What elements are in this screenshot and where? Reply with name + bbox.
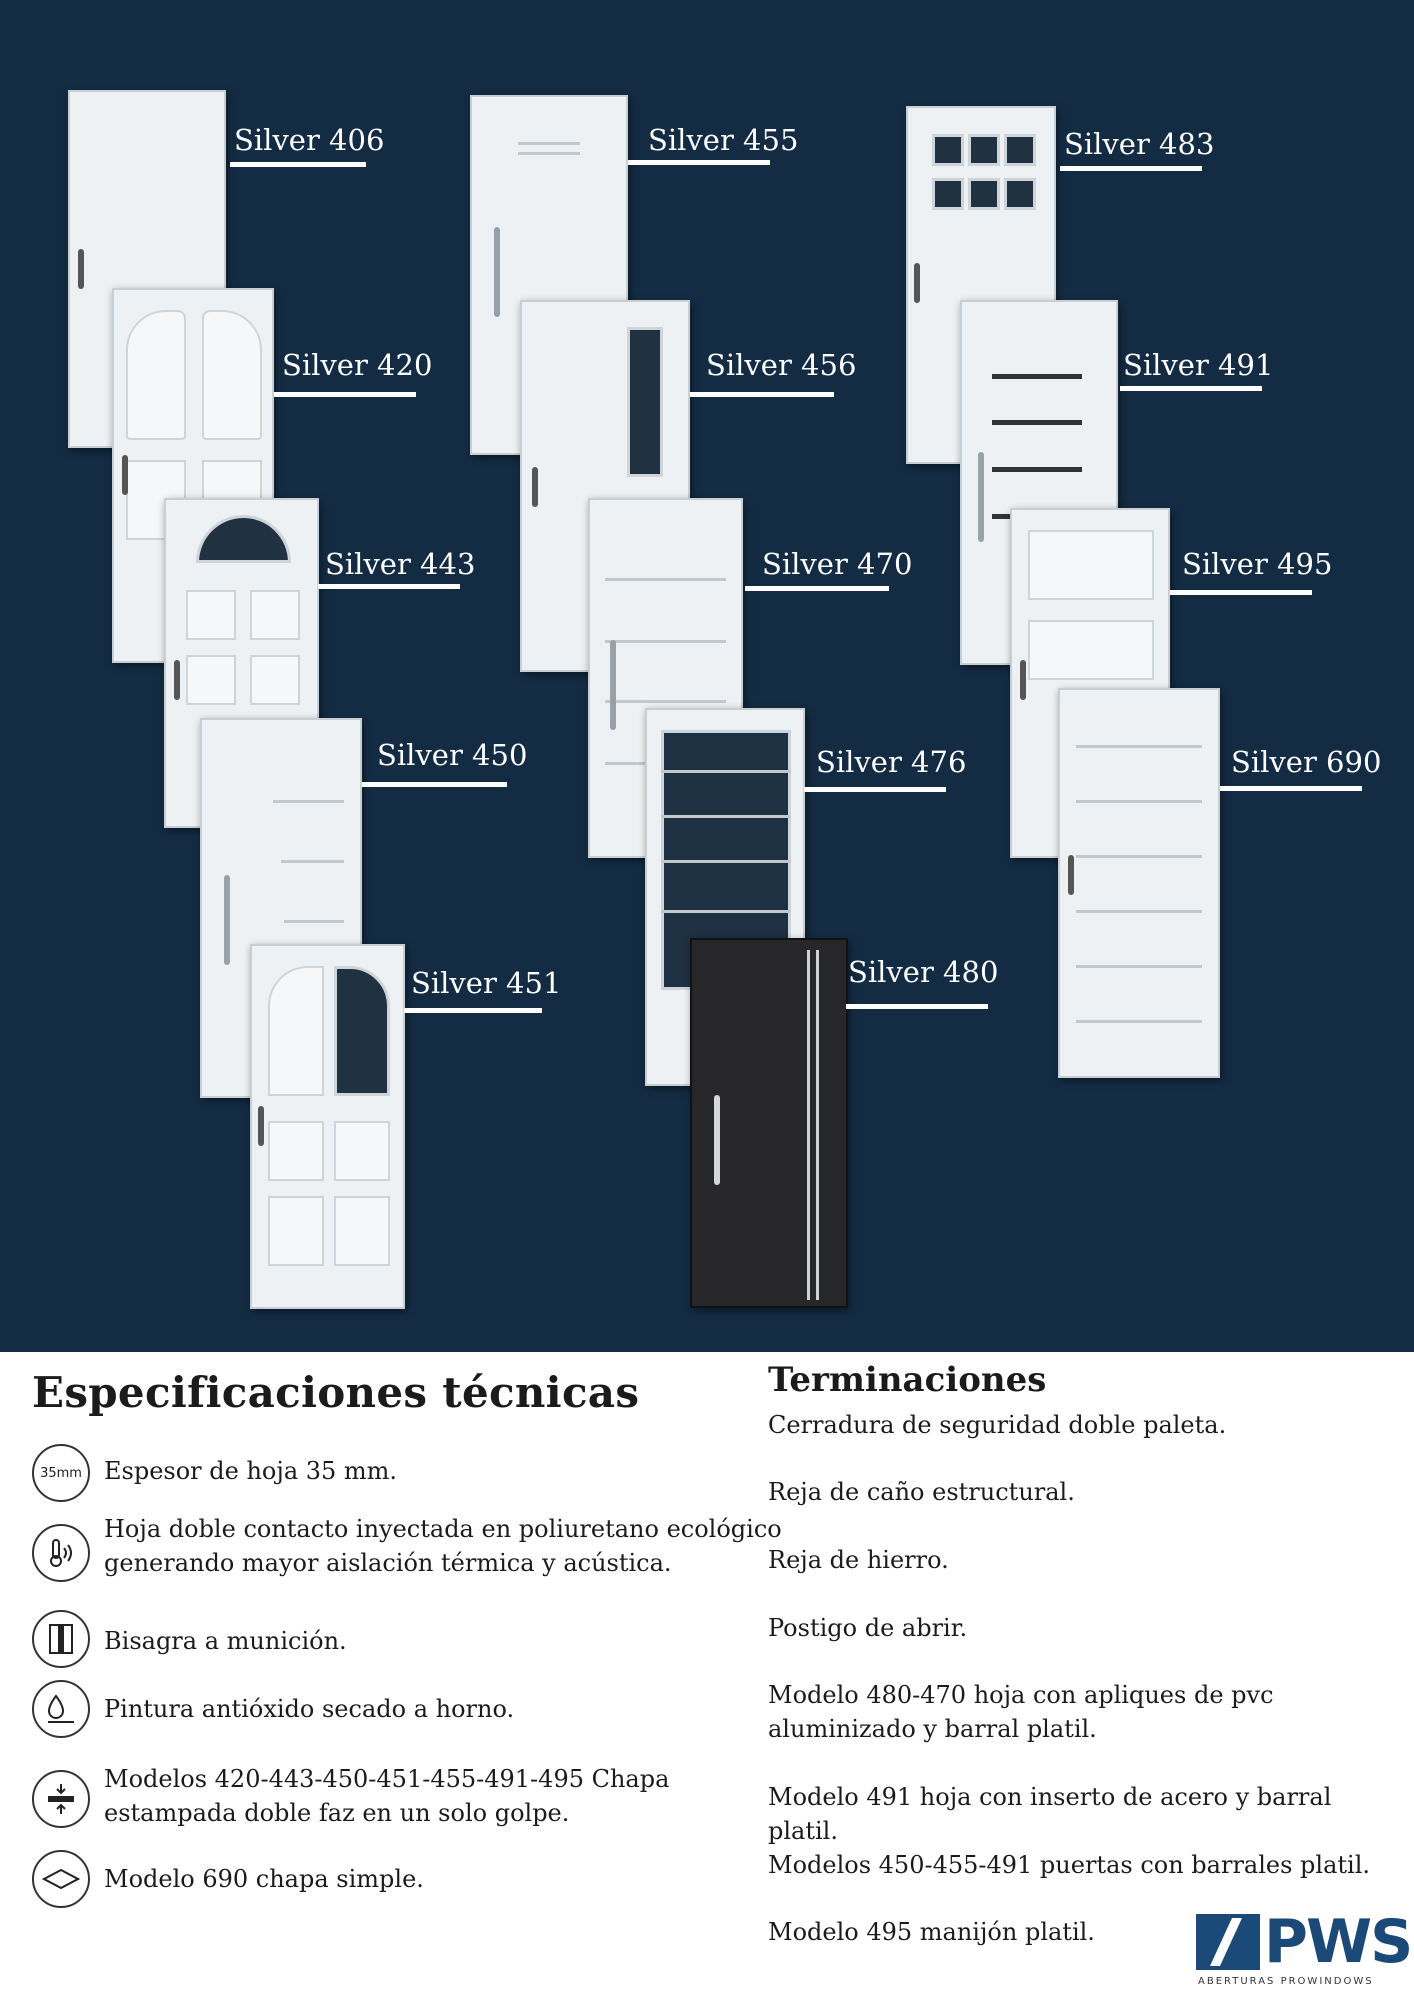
label-underline [1060,166,1202,171]
terminacion-item: Modelo 480-470 hoja con apliques de pvc aluminizado y barral platil. [768,1681,1274,1743]
model-label-silver-483: Silver 483 [1064,127,1215,161]
spec-text: Modelos 420-443-450-451-455-491-495 Chapa estampada doble faz en un solo golpe. [104,1765,670,1827]
label-underline [745,586,889,591]
logo-text: PWS [1264,1907,1412,1977]
door-silver-690-image [1058,688,1220,1078]
spec-text: Modelo 690 chapa simple. [104,1865,424,1893]
label-underline [404,1008,542,1013]
model-label-silver-443: Silver 443 [325,547,476,581]
terminacion-item: Modelo 495 manijón platil. [768,1918,1095,1946]
model-label-silver-495: Silver 495 [1182,547,1333,581]
pws-slash-icon [1196,1912,1260,1972]
label-underline [1220,786,1362,791]
label-underline [690,392,834,397]
model-label-silver-491: Silver 491 [1123,348,1274,382]
model-label-silver-456: Silver 456 [706,348,857,382]
spec-text: Espesor de hoja 35 mm. [104,1457,398,1485]
sheet-icon [32,1850,90,1908]
terminacion-item: Cerradura de seguridad doble paleta. [768,1411,1227,1439]
label-underline [628,160,770,165]
label-underline [1120,386,1262,391]
terminacion-item: Reja de hierro. [768,1546,949,1574]
hinge-icon [32,1610,90,1668]
label-underline [318,584,460,589]
specs-title: Especificaciones técnicas [32,1368,640,1417]
spec-text: Bisagra a munición. [104,1627,347,1655]
model-label-silver-480: Silver 480 [848,955,999,989]
press-stamp-icon [32,1770,90,1828]
paint-drop-icon [32,1680,90,1738]
model-label-silver-406: Silver 406 [234,123,385,157]
label-underline [1170,590,1312,595]
label-underline [274,392,416,397]
model-label-silver-420: Silver 420 [282,348,433,382]
thickness-35mm-icon: 35mm [32,1444,90,1502]
terminaciones-title: Terminaciones [768,1360,1047,1400]
door-silver-480-image [690,938,848,1308]
model-label-silver-476: Silver 476 [816,745,967,779]
logo-tagline: ABERTURAS PROWINDOWS [1198,1976,1374,1987]
label-underline [804,787,946,792]
label-underline [230,162,366,167]
spec-text: Pintura antióxido secado a horno. [104,1695,515,1723]
spec-text: Hoja doble contacto inyectada en poliuretano ecológico generando mayor aislación térmica y acústica. [104,1515,782,1577]
terminacion-item: Modelo 491 hoja con inserto de acero y barral platil. [768,1783,1332,1845]
terminacion-item: Reja de caño estructural. [768,1478,1075,1506]
model-label-silver-690: Silver 690 [1231,745,1382,779]
model-label-silver-450: Silver 450 [377,738,528,772]
door-silver-451-image [250,944,405,1309]
model-label-silver-470: Silver 470 [762,547,913,581]
thermal-acoustic-icon [32,1524,90,1582]
label-underline [362,782,507,787]
model-label-silver-451: Silver 451 [411,966,562,1000]
terminacion-item: Modelos 450-455-491 puertas con barrales platil. [768,1851,1371,1879]
pws-logo [1196,1907,1412,1992]
model-label-silver-455: Silver 455 [648,123,799,157]
label-underline [846,1004,988,1009]
terminacion-item: Postigo de abrir. [768,1614,968,1642]
